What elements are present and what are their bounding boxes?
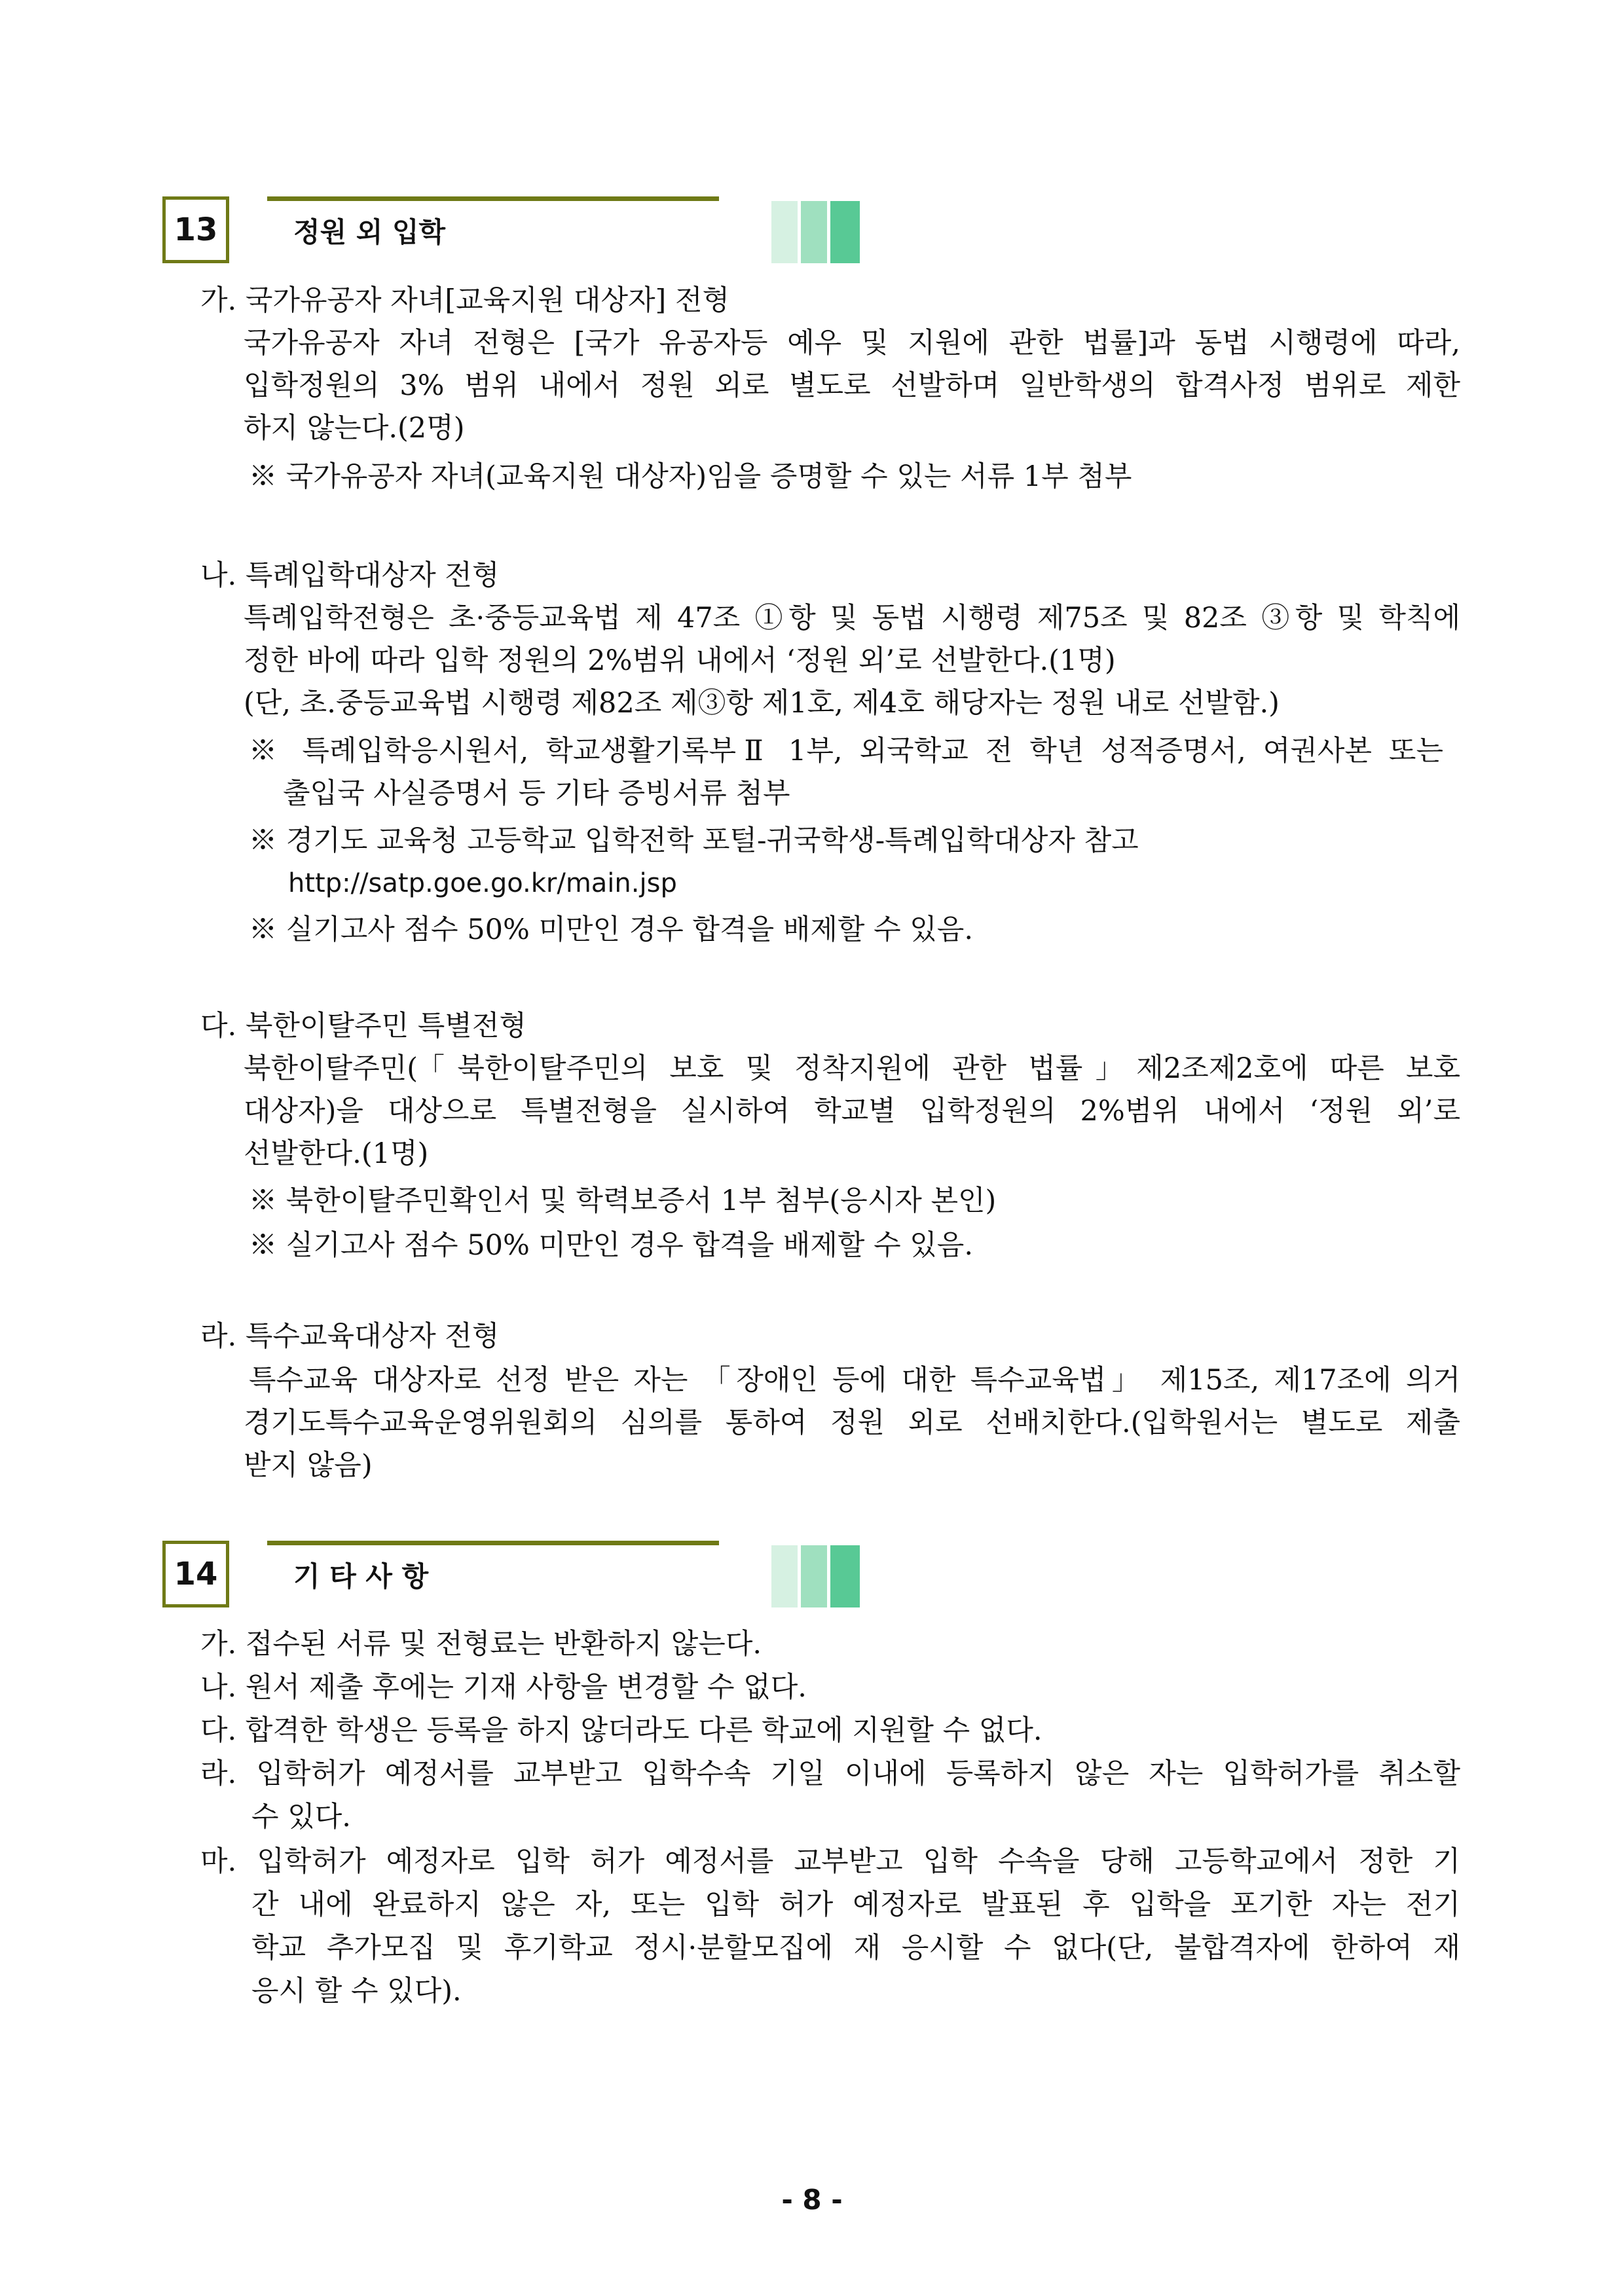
decor-swatch-light [771, 1545, 798, 1607]
list-item: 다. 합격한 학생은 등록을 하지 않더라도 다른 학교에 지원할 수 없다. [200, 1714, 1043, 1747]
decor-swatch-dark [830, 201, 860, 263]
decor-swatch-mid [801, 201, 827, 263]
paragraph-line: 특례입학전형은 초·중등교육법 제 47조 ①항 및 동법 시행령 제75조 및 82조 ③항 및 학칙에 [244, 602, 1460, 634]
decor-swatch-mid [801, 1545, 827, 1607]
paragraph-line: 받지 않음) [244, 1449, 373, 1482]
subsection-heading-ra: 라. 특수교육대상자 전형 [200, 1320, 500, 1353]
page-number: - 8 - [781, 2184, 843, 2216]
section-14-title-band [267, 1545, 719, 1607]
paragraph-line: 특수교육 대상자로 선정 받은 자는 「장애인 등에 대한 특수교육법」 제15조, 제17조에 의거 [249, 1364, 1460, 1397]
section-13-header [162, 196, 720, 263]
paragraph-line: 하지 않는다.(2명) [244, 412, 465, 445]
list-item-continuation: 간 내에 완료하지 않은 자, 또는 입학 허가 예정자로 발표된 후 입학을 포기한 자는 전기 [251, 1888, 1460, 1921]
list-item-continuation: 수 있다. [251, 1801, 351, 1833]
note-line: ※ 북한이탈주민확인서 및 학력보증서 1부 첨부(응시자 본인) [249, 1184, 997, 1217]
note-line: ※ 실기고사 점수 50% 미만인 경우 합격을 배제할 수 있음. [249, 1229, 974, 1262]
section-13-title: 정원 외 입학 [293, 216, 446, 248]
list-item-continuation: 학교 추가모집 및 후기학교 정시·분할모집에 재 응시할 수 없다(단, 불합격자에 한하여 재 [251, 1932, 1460, 1964]
paragraph-line: 정한 바에 따라 입학 정원의 2%범위 내에서 ‘정원 외’로 선발한다.(1명) [244, 644, 1116, 677]
section-14-number: 14 [162, 1541, 229, 1607]
list-item: 라. 입학허가 예정서를 교부받고 입학수속 기일 이내에 등록하지 않은 자는 입학허가를 취소할 [200, 1757, 1460, 1790]
list-item: 마. 입학허가 예정자로 입학 허가 예정서를 교부받고 입학 수속을 당해 고등학교에서 정한 기 [200, 1845, 1460, 1878]
section-13-number: 13 [162, 196, 229, 263]
section-13-title-band [267, 201, 719, 263]
reference-url: http://satp.goe.go.kr/main.jsp [288, 868, 677, 898]
paragraph-line: (단, 초.중등교육법 시행령 제82조 제③항 제1호, 제4호 해당자는 정원 내로 선발함.) [244, 687, 1280, 720]
note-line: ※ 특례입학응시원서, 학교생활기록부Ⅱ 1부, 외국학교 전 학년 성적증명서, 여권사본 또는 [249, 735, 1443, 767]
note-line: ※ 실기고사 점수 50% 미만인 경우 합격을 배제할 수 있음. [249, 913, 974, 946]
section-13-rule [267, 196, 719, 201]
note-line: ※ 국가유공자 자녀(교육지원 대상자)임을 증명할 수 있는 서류 1부 첨부 [249, 460, 1132, 493]
paragraph-line: 경기도특수교육운영위원회의 심의를 통하여 정원 외로 선배치한다.(입학원서는 별도로 제출 [244, 1406, 1460, 1439]
list-item: 나. 원서 제출 후에는 기재 사항을 변경할 수 없다. [200, 1671, 807, 1704]
decor-swatch-light [771, 201, 798, 263]
subsection-heading-ga: 가. 국가유공자 자녀[교육지원 대상자] 전형 [200, 284, 730, 317]
section-14-title: 기 타 사 항 [293, 1560, 429, 1592]
list-item: 가. 접수된 서류 및 전형료는 반환하지 않는다. [200, 1628, 762, 1661]
subsection-heading-na: 나. 특례입학대상자 전형 [200, 559, 500, 592]
decor-swatch-dark [830, 1545, 860, 1607]
list-item-continuation: 응시 할 수 있다). [251, 1975, 462, 2008]
paragraph-line: 국가유공자 자녀 전형은 [국가 유공자등 예우 및 지원에 관한 법률]과 동법 시행령에 따라, [244, 327, 1460, 359]
note-line: 출입국 사실증명서 등 기타 증빙서류 첨부 [283, 777, 790, 810]
paragraph-line: 입학정원의 3% 범위 내에서 정원 외로 별도로 선발하며 일반학생의 합격사정 범위로 제한 [244, 369, 1460, 402]
subsection-heading-da: 다. 북한이탈주민 특별전형 [200, 1010, 526, 1042]
paragraph-line: 선발한다.(1명) [244, 1137, 429, 1170]
section-14-header [162, 1541, 720, 1607]
section-14-rule [267, 1541, 719, 1545]
paragraph-line: 대상자)을 대상으로 특별전형을 실시하여 학교별 입학정원의 2%범위 내에서 ‘정원 외’로 [244, 1095, 1460, 1128]
paragraph-line: 북한이탈주민(「북한이탈주민의 보호 및 정착지원에 관한 법률」제2조제2호에 따른 보호 [244, 1052, 1460, 1085]
note-line: ※ 경기도 교육청 고등학교 입학전학 포털-귀국학생-특례입학대상자 참고 [249, 824, 1139, 857]
